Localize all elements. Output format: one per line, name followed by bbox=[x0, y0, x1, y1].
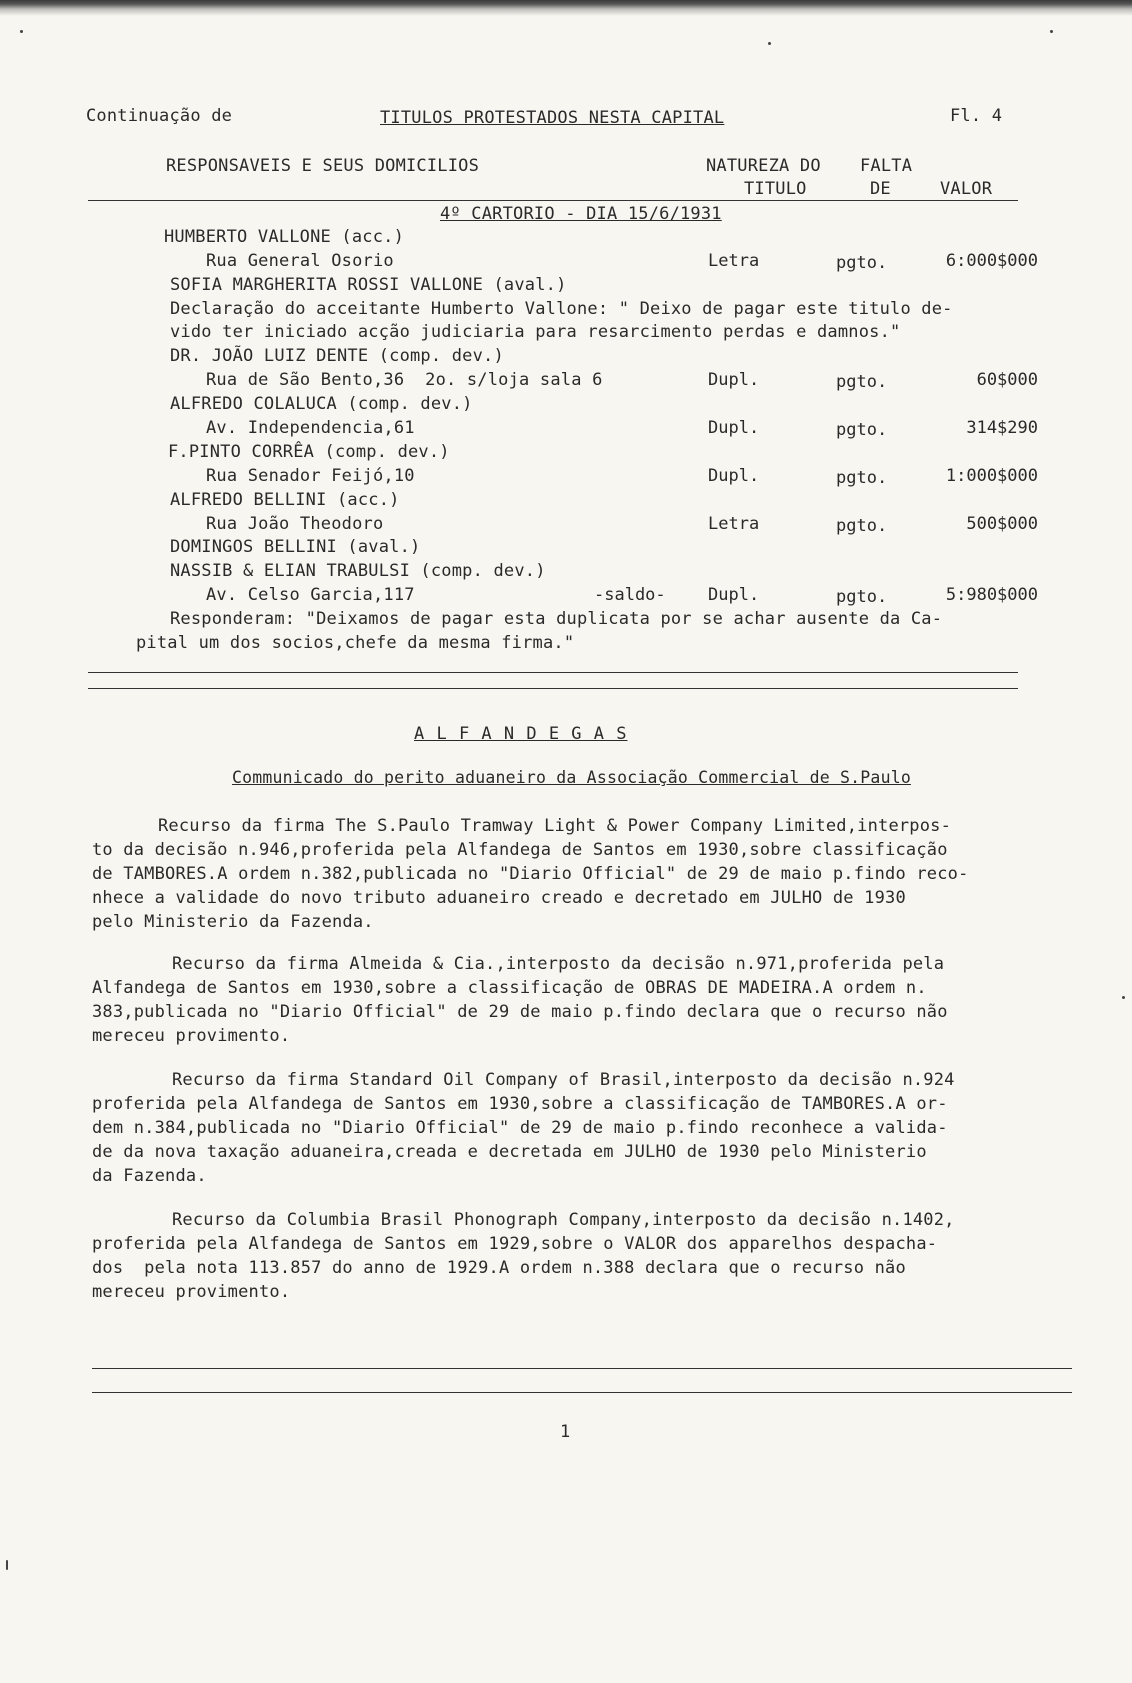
column-falta-line1: FALTA bbox=[860, 156, 913, 176]
entry-natureza: Letra bbox=[708, 514, 760, 534]
paragraph-line: Recurso da firma Standard Oil Company of Brasil,interposto da decisão n.924 bbox=[172, 1070, 955, 1090]
scan-speck bbox=[20, 30, 23, 33]
paragraph-line: to da decisão n.946,proferida pela Alfandega de Santos em 1930,sobre classificação bbox=[92, 840, 948, 860]
entry-natureza: Letra bbox=[708, 251, 760, 271]
entry-natureza: Dupl. bbox=[708, 466, 760, 486]
paragraph-line: mereceu provimento. bbox=[92, 1026, 291, 1046]
entry-falta: pgto. bbox=[836, 372, 888, 392]
paragraph-line: Recurso da Columbia Brasil Phonograph Company,interposto da decisão n.1402, bbox=[172, 1210, 955, 1230]
entry-valor: 1:000$000 bbox=[945, 466, 1038, 486]
entry-address: Rua João Theodoro bbox=[206, 514, 384, 534]
section-rule-2 bbox=[88, 688, 1018, 689]
paragraph-line: da Fazenda. bbox=[92, 1166, 207, 1186]
entry-natureza: Dupl. bbox=[708, 418, 760, 438]
paragraph-line: pelo Ministerio da Fazenda. bbox=[92, 912, 374, 932]
entry-falta: pgto. bbox=[836, 516, 888, 536]
paragraph-line: proferida pela Alfandega de Santos em 1930,sobre a classificação de TAMBORES.A or- bbox=[92, 1094, 948, 1114]
entry-natureza: Dupl. bbox=[708, 585, 760, 605]
section-rule-1 bbox=[88, 672, 1018, 673]
paragraph-line: de da nova taxação aduaneira,creada e decretada em JULHO de 1930 pelo Ministerio bbox=[92, 1142, 927, 1162]
footer-rule-1 bbox=[92, 1368, 1072, 1369]
entry-response: Responderam: "Deixamos de pagar esta duplicata por se achar ausente da Ca- bbox=[170, 609, 943, 629]
paragraph-line: Recurso da firma Almeida & Cia.,interposto da decisão n.971,proferida pela bbox=[172, 954, 945, 974]
alfandegas-heading: A L F A N D E G A S bbox=[414, 724, 628, 744]
scan-speck bbox=[1050, 30, 1053, 33]
entry-name: F.PINTO CORRÊA (comp. dev.) bbox=[168, 442, 450, 462]
entry-falta: pgto. bbox=[836, 587, 888, 607]
scan-speck bbox=[6, 1560, 8, 1570]
entry-name: NASSIB & ELIAN TRABULSI (comp. dev.) bbox=[170, 561, 546, 581]
entry-address: Rua de São Bento,36 2o. s/loja sala 6 bbox=[206, 370, 603, 390]
entry-valor: 500$000 bbox=[966, 514, 1038, 534]
continuation-label: Continuação de bbox=[86, 106, 233, 126]
paragraph-line: 383,publicada no "Diario Official" de 29 de maio p.findo declara que o recurso não bbox=[92, 1002, 948, 1022]
column-responsaveis: RESPONSAVEIS E SEUS DOMICILIOS bbox=[166, 156, 480, 176]
paragraph-line: dem n.384,publicada no "Diario Official" de 29 de maio p.findo reconhece a valida- bbox=[92, 1118, 948, 1138]
paragraph-line: Recurso da firma The S.Paulo Tramway Light & Power Company Limited,interpos- bbox=[158, 816, 952, 836]
entry-name: ALFREDO BELLINI (acc.) bbox=[170, 490, 400, 510]
column-natureza-line2: TITULO bbox=[744, 179, 807, 199]
entry-name: DOMINGOS BELLINI (aval.) bbox=[170, 537, 421, 557]
entry-name: SOFIA MARGHERITA ROSSI VALLONE (aval.) bbox=[170, 275, 567, 295]
scan-edge bbox=[0, 0, 1132, 16]
paragraph-line: de TAMBORES.A ordem n.382,publicada no "Diario Official" de 29 de maio p.findo reco- bbox=[92, 864, 969, 884]
page-title: TITULOS PROTESTADOS NESTA CAPITAL bbox=[380, 108, 725, 128]
entry-response-cont: pital um dos socios,chefe da mesma firma." bbox=[136, 633, 575, 653]
paragraph-line: nhece a validade do novo tributo aduaneiro creado e decretado em JULHO de 1930 bbox=[92, 888, 906, 908]
entry-falta: pgto. bbox=[836, 253, 888, 273]
entry-declaration: Declaração do acceitante Humberto Vallone: " Deixo de pagar este titulo de- bbox=[170, 299, 953, 319]
entry-valor: 60$000 bbox=[976, 370, 1038, 390]
entry-name: DR. JOÃO LUIZ DENTE (comp. dev.) bbox=[170, 346, 504, 366]
entry-name: HUMBERTO VALLONE (acc.) bbox=[164, 227, 405, 247]
entry-address: Av. Independencia,61 bbox=[206, 418, 415, 438]
paragraph-line: proferida pela Alfandega de Santos em 1929,sobre o VALOR dos apparelhos despacha- bbox=[92, 1234, 938, 1254]
entry-name: ALFREDO COLALUCA (comp. dev.) bbox=[170, 394, 473, 414]
header-rule bbox=[88, 200, 1018, 201]
entry-address: Rua Senador Feijó,10 bbox=[206, 466, 415, 486]
paragraph-line: Alfandega de Santos em 1930,sobre a classificação de OBRAS DE MADEIRA.A ordem n. bbox=[92, 978, 927, 998]
alfandegas-subtitle: Communicado do perito aduaneiro da Associação Commercial de S.Paulo bbox=[232, 768, 911, 787]
entry-valor: 314$290 bbox=[966, 418, 1038, 438]
entry-note: -saldo- bbox=[594, 585, 666, 605]
column-natureza-line1: NATUREZA DO bbox=[706, 156, 821, 176]
column-falta-line2: DE bbox=[870, 179, 891, 199]
footer-mark: 1 bbox=[560, 1422, 571, 1442]
entry-natureza: Dupl. bbox=[708, 370, 760, 390]
entry-declaration-cont: vido ter iniciado acção judiciaria para resarcimento perdas e damnos." bbox=[170, 322, 901, 342]
cartorio-heading: 4º CARTORIO - DIA 15/6/1931 bbox=[440, 204, 722, 224]
footer-rule-2 bbox=[92, 1392, 1072, 1393]
paragraph-line: dos pela nota 113.857 do anno de 1929.A ordem n.388 declara que o recurso não bbox=[92, 1258, 906, 1278]
entry-address: Rua General Osorio bbox=[206, 251, 394, 271]
column-valor: VALOR bbox=[940, 179, 993, 199]
entry-valor: 6:000$000 bbox=[945, 251, 1038, 271]
paragraph-line: mereceu provimento. bbox=[92, 1282, 291, 1302]
entry-valor: 5:980$000 bbox=[945, 585, 1038, 605]
entry-falta: pgto. bbox=[836, 420, 888, 440]
entry-falta: pgto. bbox=[836, 468, 888, 488]
entry-address: Av. Celso Garcia,117 bbox=[206, 585, 415, 605]
scan-speck bbox=[1122, 996, 1125, 999]
scan-speck bbox=[768, 42, 771, 45]
folio-number: Fl. 4 bbox=[950, 106, 1003, 126]
